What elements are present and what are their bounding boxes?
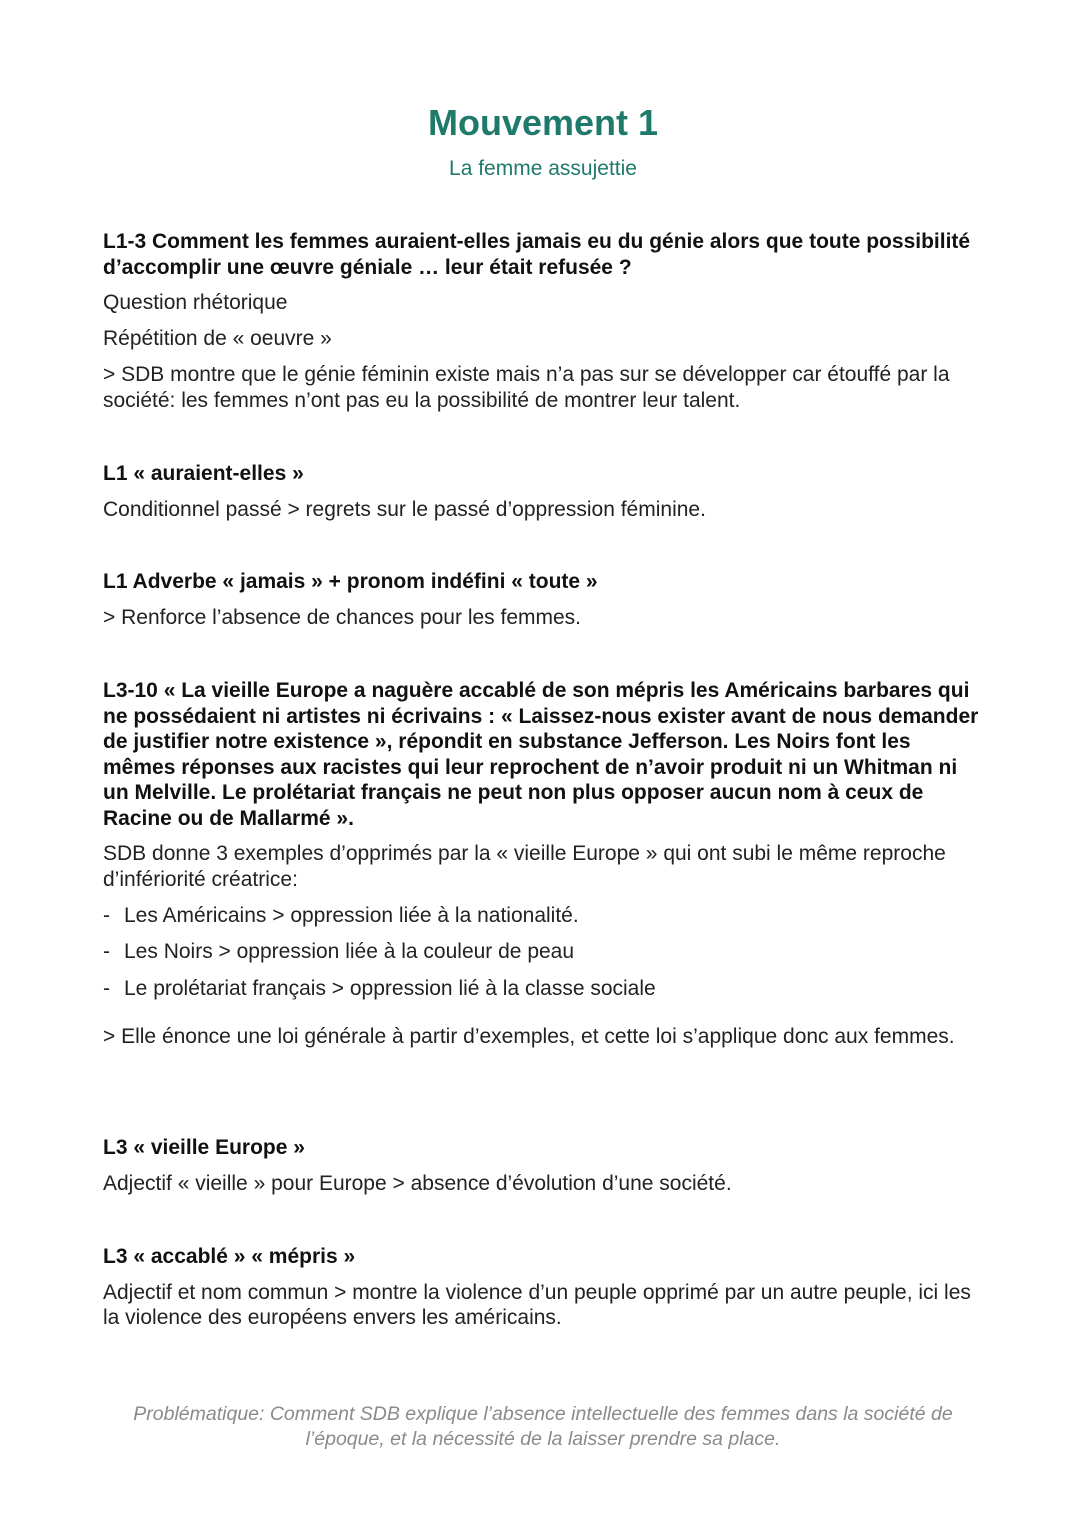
section-line: Conditionnel passé > regrets sur le passé d’oppression féminine.: [103, 497, 706, 521]
oppression-list: [103, 903, 983, 1002]
page-subtitle: La femme assujettie: [449, 157, 637, 180]
section-line: > SDB montre que le génie féminin existe mais n’a pas sur se développer car étouffé par la société: les femmes n’ont pas eu la possibilité de montrer leur talent.: [103, 363, 950, 412]
section-conclusion: > Elle énonce une loi générale à partir d’exemples, et cette loi s’applique donc aux femmes.: [103, 1025, 955, 1048]
section-heading: L1 « auraient-elles »: [103, 462, 304, 485]
section-l3-10: [103, 678, 983, 1060]
list-item: - Les Noirs > oppression liée à la couleur de peau: [103, 940, 575, 963]
section-heading: L3-10 « La vieille Europe a naguère accablé de son mépris les Américains barbares qui ne possédaient ni artistes ni écrivains : « Laissez-nous exister avant de nous demander de justifier notre existence », répondit en substance Jefferson. Les Noirs font les mêmes réponses aux racistes qui leur reprochent de n’avoir produit ni un Whitman ni un Melville. Le prolétariat français ne peut non plus opposer aucun nom à ceux de Racine ou de Mallarmé ».: [103, 679, 979, 830]
page-title: Mouvement 1: [427, 102, 659, 143]
problematique-footer: Problématique: Comment SDB explique l’absence intellectuelle des femmes dans la société de l’époque, et la nécessité de la laisser prendre sa place.: [133, 1403, 953, 1450]
section-line: Adjectif « vieille » pour Europe > absence d’évolution d’une société.: [103, 1171, 732, 1195]
list-item: - Les Américains > oppression liée à la nationalité.: [103, 903, 579, 927]
section-intro: SDB donne 3 exemples d’opprimés par la « vieille Europe » qui ont subi le même reproche d’infériorité créatrice:: [103, 842, 946, 891]
section-heading: L3 « accablé » « mépris »: [103, 1245, 356, 1268]
section-l1-3: [103, 229, 983, 424]
section-line: Adjectif et nom commun > montre la violence d’un peuple opprimé par un autre peuple, ici les la violence des européens envers les américains.: [103, 1280, 971, 1329]
section-l3-accable: [103, 1244, 983, 1341]
list-item: - Le prolétariat français > oppression lié à la classe sociale: [103, 976, 656, 1000]
section-heading: L1-3 Comment les femmes auraient-elles jamais eu du génie alors que toute possibilité d’accomplir une œuvre géniale … leur était refusée ?: [103, 230, 971, 279]
section-line: Répétition de « oeuvre »: [103, 327, 332, 350]
section-l1-auraient: [103, 461, 983, 533]
section-l1-adverbe: [103, 569, 983, 641]
section-line: Question rhétorique: [103, 291, 288, 314]
section-heading: L3 « vieille Europe »: [103, 1136, 305, 1159]
section-heading: L1 Adverbe « jamais » + pronom indéfini « toute »: [103, 570, 598, 593]
section-l3-vieille: [103, 1135, 983, 1207]
section-line: > Renforce l’absence de chances pour les femmes.: [103, 605, 582, 629]
